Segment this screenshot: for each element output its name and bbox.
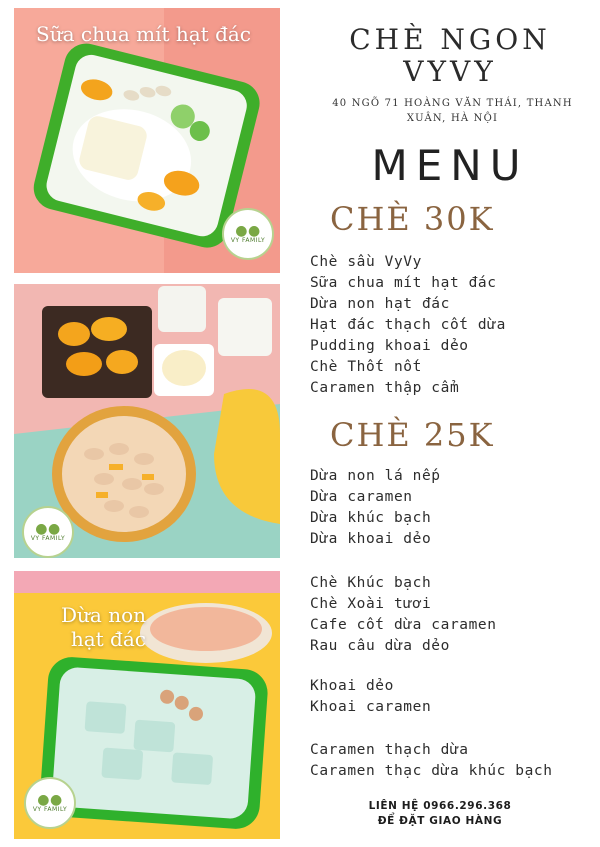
menu-item: Khoai caramen <box>310 699 432 715</box>
menu-item: Chè Thốt nốt <box>310 359 422 375</box>
menu-list-25k <box>310 466 441 550</box>
menu-heading: MENU <box>371 141 529 190</box>
badge-text: VY FAMILY <box>30 534 66 542</box>
photo-dua-non <box>14 571 280 839</box>
menu-item: Chè Khúc bạch <box>310 575 432 591</box>
caption-line-1: Dừa non <box>61 603 146 627</box>
menu-item: Dừa caramen <box>310 489 413 505</box>
shop-name-line-1: CHÈ NGON <box>349 23 551 56</box>
menu-item: Dừa khúc bạch <box>310 510 432 526</box>
leaf-icon: ●● <box>37 791 63 808</box>
photo-sua-chua-mit <box>14 8 280 273</box>
price-heading-30k: CHÈ 30K <box>330 200 495 238</box>
vy-family-badge <box>222 208 274 260</box>
badge-text: VY FAMILY <box>230 236 266 244</box>
vy-family-badge <box>24 777 76 829</box>
contact-delivery-note: ĐỂ ĐẶT GIAO HÀNG <box>377 815 503 827</box>
menu-list-group-c <box>310 740 553 782</box>
photo-caption-sua-chua: Sữa chua mít hạt đác <box>36 22 251 46</box>
shop-name-line-2: VYVY <box>403 55 497 88</box>
menu-list-group-b <box>310 676 431 718</box>
menu-list-group-a <box>310 573 497 657</box>
menu-item: Rau câu dừa dẻo <box>310 638 450 654</box>
menu-item: Dừa non hạt đác <box>310 296 450 312</box>
menu-item: Caramen thạch dừa <box>310 742 469 758</box>
vy-family-badge <box>22 506 74 558</box>
address-line-1: 40 NGÕ 71 HOÀNG VĂN THÁI, THANH <box>332 98 573 109</box>
photo-caption-dua-non <box>36 603 146 651</box>
photo-jackfruit-seeds <box>14 284 280 558</box>
contact-info <box>310 799 570 829</box>
menu-item: Hạt đác thạch cốt dừa <box>310 317 506 333</box>
leaf-icon: ●● <box>235 222 261 239</box>
menu-item: Cafe cốt dừa caramen <box>310 617 497 633</box>
menu-item: Pudding khoai dẻo <box>310 338 469 354</box>
menu-item: Caramen thạc dừa khúc bạch <box>310 763 553 779</box>
leaf-icon: ●● <box>35 520 61 537</box>
menu-item: Chè Xoài tươi <box>310 596 432 612</box>
shop-address <box>320 96 585 126</box>
menu-item: Dừa non lá nếp <box>310 468 441 484</box>
badge-text: VY FAMILY <box>32 805 68 813</box>
contact-phone: LIÊN HỆ 0966.296.368 <box>368 800 512 812</box>
price-heading-25k: CHÈ 25K <box>330 416 495 454</box>
menu-item: Dừa khoai dẻo <box>310 531 432 547</box>
menu-item: Sữa chua mít hạt đác <box>310 275 497 291</box>
menu-item: Chè sầu VyVy <box>310 254 422 270</box>
address-line-2: XUÂN, HÀ NỘI <box>406 113 499 124</box>
menu-list-30k <box>310 252 506 399</box>
menu-item: Caramen thập cẩm <box>310 380 460 396</box>
caption-line-2: hạt đác <box>70 627 146 651</box>
menu-item: Khoai dẻo <box>310 678 394 694</box>
